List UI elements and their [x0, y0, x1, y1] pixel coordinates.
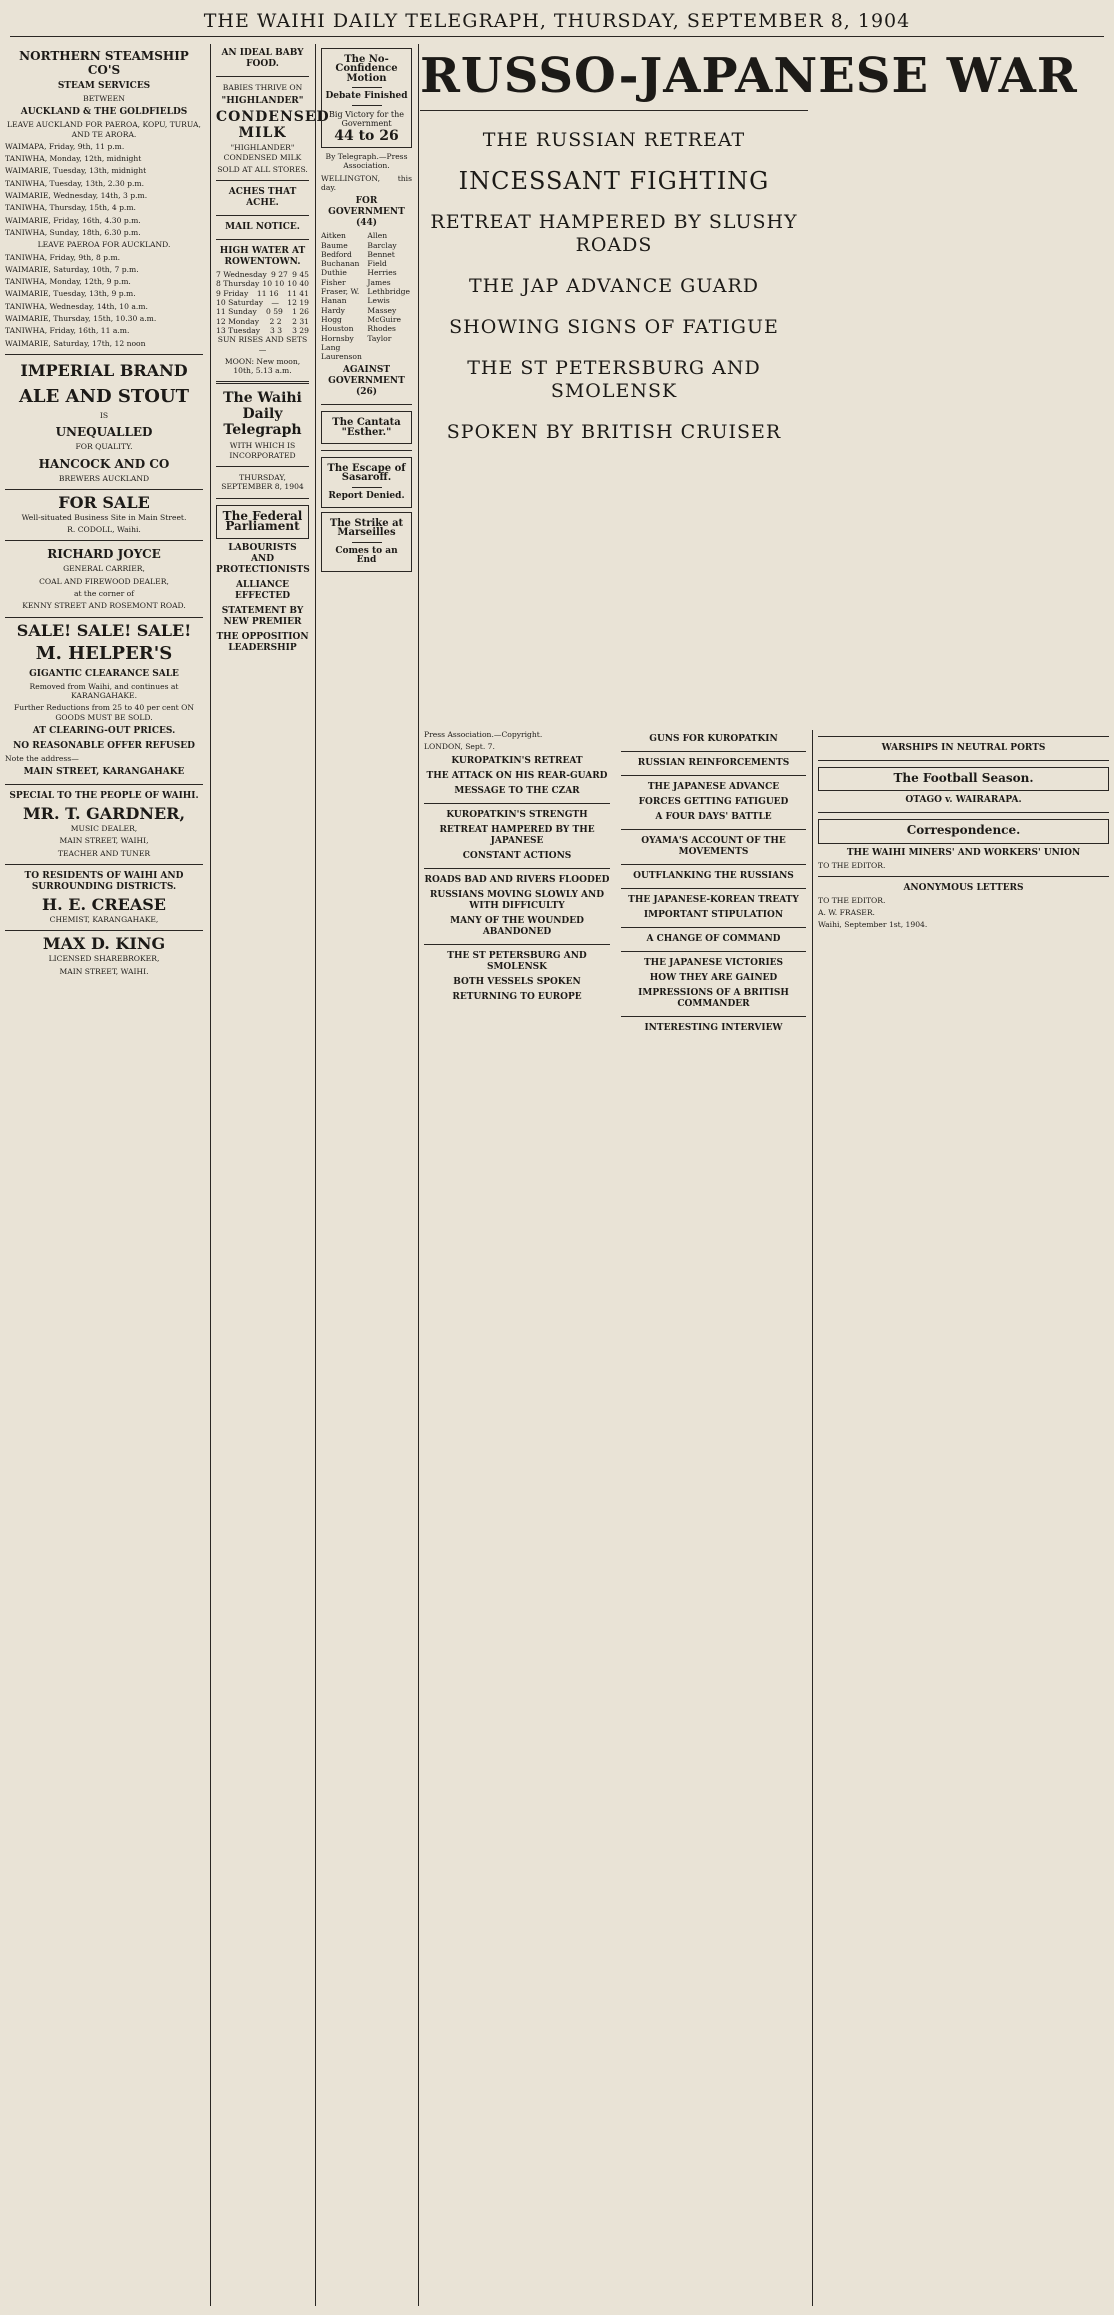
tide-row: 8 Thursday 10 10 10 40 [216, 279, 309, 289]
premier-heading: STATEMENT BY NEW PREMIER [221, 606, 304, 628]
labourists-heading: LABOURISTS AND PROTECTIONISTS [216, 543, 310, 576]
brewers: BREWERS AUCKLAND [58, 473, 150, 483]
signature: A. W. FRASER. [818, 908, 875, 918]
war-continued-text [818, 44, 1109, 730]
divider [424, 944, 610, 945]
divider [818, 876, 1109, 877]
roads-bad: ROADS BAD AND RIVERS FLOODED [424, 874, 610, 885]
clearance: GIGANTIC CLEARANCE SALE [29, 668, 179, 679]
helpers: M. HELPER'S [35, 642, 173, 664]
banner-headline: RUSSO-JAPANESE WAR [420, 48, 1078, 104]
main-street-2: MAIN STREET, WAIHI. [59, 966, 149, 976]
tide-row: 10 Saturday — 12 19 [216, 298, 309, 308]
divider [621, 751, 806, 752]
attack-rearguard: THE ATTACK ON HIS REAR-GUARD [426, 770, 608, 781]
forces-fatigued: FORCES GETTING FATIGUED [638, 797, 789, 807]
music-dealer: MUSIC DEALER, [70, 824, 138, 834]
headline-st-petersburg: THE ST PETERSBURG AND SMOLENSK [467, 357, 761, 402]
divider [216, 180, 309, 181]
divider [621, 927, 806, 928]
sailing-entry: TANIWHA, Wednesday, 14th, 10 a.m. [5, 301, 148, 311]
st-petersburg-smolensk: THE ST PETERSBURG AND SMOLENSK [447, 950, 587, 972]
correspondence-heading: Correspondence. [818, 819, 1109, 843]
headline-russian-retreat: THE RUSSIAN RETREAT [482, 129, 746, 151]
divider [5, 540, 203, 541]
sharebroker: LICENSED SHAREBROKER, [48, 954, 160, 964]
kuropatkins-strength: KUROPATKIN'S STRENGTH [446, 809, 588, 820]
message-czar: MESSAGE TO THE CZAR [454, 785, 580, 796]
paper-title: The Waihi Daily Telegraph [223, 390, 302, 439]
leave-paeroa: LEAVE PAEROA FOR AUCKLAND. [37, 240, 171, 250]
how-gained: HOW THEY ARE GAINED [649, 973, 778, 983]
sailing-entry: TANIWHA, Friday, 9th, 8 p.m. [5, 252, 121, 262]
reductions: Further Reductions from 25 to 40 per cent ON GOODS MUST BE SOLD. [14, 703, 194, 722]
leave-auckland: LEAVE AUCKLAND FOR PAEROA, KOPU, TURUA, AND TE ARORA. [7, 120, 201, 139]
gardner: MR. T. GARDNER, [22, 804, 186, 824]
interesting-interview: INTERESTING INTERVIEW [644, 1023, 783, 1033]
london-dateline: LONDON, Sept. 7. [424, 742, 495, 752]
federal-parliament-heading: The Federal Parliament [216, 505, 309, 540]
divider [321, 450, 412, 451]
to-editor: TO THE EDITOR. [818, 895, 886, 905]
is-text: IS [99, 410, 109, 420]
outflanking: OUTFLANKING THE RUSSIANS [633, 871, 794, 881]
king: MAX D. KING [42, 934, 166, 954]
aches-heading: ACHES THAT ACHE. [228, 187, 297, 209]
sale-text: Well-situated Business Site in Main Street. [21, 512, 187, 522]
sailing-entry: TANIWHA, Friday, 16th, 11 a.m. [5, 326, 130, 336]
divider [818, 736, 1109, 737]
divider [621, 829, 806, 830]
tide-row: 12 Monday 2 2 2 31 [216, 316, 309, 326]
sailing-entry: WAIMARIE, Tuesday, 13th, 9 p.m. [5, 289, 136, 299]
divider [5, 930, 203, 931]
tide-row: 13 Tuesday 3 3 3 29 [216, 325, 309, 335]
corner-text: at the corner of [73, 589, 135, 599]
sailing-entry: TANIWHA, Thursday, 15th, 4 p.m. [5, 203, 136, 213]
divider [424, 868, 610, 869]
press-credit: Press Association.—Copyright. [424, 730, 543, 739]
babies-thrive: BABIES THRIVE ON [222, 83, 303, 92]
kuropatkins-retreat: KUROPATKIN'S RETREAT [451, 755, 583, 766]
miners-union: THE WAIHI MINERS' AND WORKERS' UNION [846, 847, 1081, 858]
returning-europe: RETURNING TO EUROPE [452, 991, 582, 1002]
alliance-heading: ALLIANCE EFFECTED [234, 580, 291, 602]
football-heading: The Football Season. [818, 767, 1109, 791]
sailing-entry: WAIMARIE, Friday, 16th, 4.30 p.m. [5, 215, 141, 225]
residents-heading: TO RESIDENTS OF WAIHI AND SURROUNDING DISTRICTS. [24, 870, 184, 892]
ale-stout: ALE AND STOUT [18, 385, 190, 407]
divider [5, 489, 203, 490]
headline-retreat-hampered: RETREAT HAMPERED BY SLUSHY ROADS [430, 211, 798, 256]
cost-prices: AT CLEARING-OUT PRICES. [32, 725, 176, 736]
column-3 [316, 44, 417, 2306]
teacher: TEACHER AND TUNER [57, 848, 151, 858]
imperial-brand: IMPERIAL BRAND [20, 360, 188, 380]
note-address: Note the address— [5, 753, 79, 763]
sasaroff-heading: The Escape of Sasaroff. Report Denied. [321, 457, 412, 508]
korean-treaty: THE JAPANESE-KOREAN TREATY [628, 895, 799, 905]
divider [216, 76, 309, 77]
column-2 [211, 44, 330, 2306]
divider [621, 888, 806, 889]
for-government-heading: FOR GOVERNMENT (44) [328, 196, 405, 229]
joyce-name: RICHARD JOYCE [47, 547, 161, 562]
hancock: HANCOCK AND CO [38, 456, 170, 471]
cantata-heading: The Cantata "Esther." [321, 411, 412, 444]
divider [621, 864, 806, 865]
japanese-victories: THE JAPANESE VICTORIES [643, 958, 784, 968]
war-headline-block [420, 44, 1078, 724]
opposition-heading: THE OPPOSITION LEADERSHIP [216, 632, 309, 654]
sailing-entry: WAIMAPA, Friday, 9th, 11 p.m. [5, 141, 125, 151]
highlander-milk: "HIGHLANDER" CONDENSED MILK [223, 143, 302, 162]
headline-british-cruiser: SPOKEN BY BRITISH CRUISER [446, 421, 782, 443]
sailings-list-paeroa [5, 253, 203, 348]
divider [216, 239, 309, 240]
unequalled: UNEQUALLED [55, 425, 153, 440]
guns-kuropatkin: GUNS FOR KUROPATKIN [649, 734, 778, 744]
sailing-entry: TANIWHA, Sunday, 18th, 6.30 p.m. [5, 227, 141, 237]
for-sale: FOR SALE [58, 492, 150, 512]
signature-date: Waihi, September 1st, 1904. [818, 920, 928, 930]
russians-moving: RUSSIANS MOVING SLOWLY AND WITH DIFFICULTY [429, 889, 605, 911]
tide-row: 7 Wednesday 9 27 9 45 [216, 270, 309, 280]
sailing-entry: WAIMARIE, Wednesday, 14th, 3 p.m. [5, 191, 148, 201]
sailings-list-auckland [5, 142, 203, 237]
sale-contact: R. CODOLL, Waihi. [67, 525, 141, 535]
masthead-rule [10, 36, 1104, 37]
no-confidence-heading: The No-Confidence Motion Debate Finished Big Victory for the Government 44 to 26 [321, 48, 412, 148]
chemist: CHEMIST, KARANGAHAKE, [49, 914, 159, 924]
sailing-entry: TANIWHA, Monday, 12th, midnight [5, 154, 142, 164]
divider [216, 466, 309, 467]
column-1-advertisements [0, 44, 208, 2306]
no-reasonable: NO REASONABLE OFFER REFUSED [13, 740, 195, 751]
special-heading: SPECIAL TO THE PEOPLE OF WAIHI. [9, 791, 199, 802]
baby-food-heading: AN IDEAL BABY FOOD. [221, 48, 304, 69]
main-street-waihi: MAIN STREET, WAIHI, [59, 836, 149, 846]
both-vessels: BOTH VESSELS SPOKEN [453, 976, 581, 987]
otago-wairarapa: OTAGO v. WAIRARAPA. [905, 795, 1022, 806]
division-list: Aitken Baume Bedford Buchanan Duthie Fisher Fraser, W. Hanan Hardy Hogg Houston Hornsby Lang Laurenson Allen Barclay Bennet Field Herries James Lethbridge Lewis Massey McGuire Rhodes Taylor [321, 231, 411, 362]
sold-at-stores: SOLD AT ALL STORES. [217, 164, 308, 174]
marseilles-heading: The Strike at Marseilles Comes to an End [321, 512, 412, 572]
against-government-heading: AGAINST GOVERNMENT (26) [328, 365, 405, 398]
to-editor: TO THE EDITOR. [818, 860, 886, 870]
divider [818, 760, 1109, 761]
streets: KENNY STREET AND ROSEMONT ROAD. [22, 601, 186, 611]
divider [216, 381, 309, 384]
steamship-heading: NORTHERN STEAMSHIP CO'S [19, 49, 189, 77]
divider [818, 812, 1109, 813]
condensed-milk: CONDENSED MILK [216, 109, 330, 142]
war-column-2 [616, 730, 811, 2306]
divider [420, 110, 808, 111]
impressions: IMPRESSIONS OF A BRITISH COMMANDER [638, 988, 789, 1009]
four-days-battle: A FOUR DAYS' BATTLE [655, 812, 772, 822]
retreat-hampered: RETREAT HAMPERED BY THE JAPANESE [439, 824, 595, 846]
divider [621, 951, 806, 952]
divider [424, 803, 610, 804]
change-command: A CHANGE OF COMMAND [646, 934, 781, 944]
steam-services: STEAM SERVICES [57, 81, 151, 91]
oyamas-account: OYAMA'S ACCOUNT OF THE MOVEMENTS [641, 836, 786, 857]
war-column-1 [419, 730, 615, 2306]
main-street-karangahake: MAIN STREET, KARANGAHAKE [23, 767, 185, 778]
tide-table [216, 270, 309, 335]
route-heading: AUCKLAND & THE GOLDFIELDS [20, 107, 188, 118]
moon-phase: MOON: New moon, 10th, 5.13 a.m. [224, 356, 301, 376]
divider [216, 215, 309, 216]
sailing-entry: WAIMARIE, Saturday, 17th, 12 noon [5, 338, 146, 348]
sun-rises: SUN RISES AND SETS— [217, 335, 308, 354]
wounded-abandoned: MANY OF THE WOUNDED ABANDONED [450, 915, 584, 937]
tide-row: 9 Friday 11 16 11 41 [216, 288, 309, 298]
masthead-title: THE WAIHI DAILY TELEGRAPH, THURSDAY, SEPTEMBER 8, 1904 [203, 10, 911, 32]
between-text: BETWEEN [83, 94, 125, 103]
removed: Removed from Waihi, and continues at KARANGAHAKE. [29, 681, 179, 700]
quality: FOR QUALITY. [75, 442, 133, 452]
tide-row: 11 Sunday 0 59 1 26 [216, 307, 309, 317]
important-stipulation: IMPORTANT STIPULATION [643, 910, 784, 920]
sailing-entry: WAIMARIE, Thursday, 15th, 10.30 a.m. [5, 314, 157, 324]
divider [621, 1016, 806, 1017]
divider [5, 354, 203, 355]
telegraph-credit: By Telegraph.—Press Association. [325, 152, 408, 171]
warships-neutral: WARSHIPS IN NEUTRAL PORTS [881, 743, 1046, 753]
sale-sale: SALE! SALE! SALE! [16, 620, 192, 640]
highlander-quote: "HIGHLANDER" [221, 96, 304, 107]
anonymous-letters: ANONYMOUS LETTERS [903, 882, 1024, 893]
joyce-desc: GENERAL CARRIER, [63, 564, 145, 574]
japanese-advance: THE JAPANESE ADVANCE [647, 782, 780, 792]
constant-actions: CONSTANT ACTIONS [462, 850, 572, 861]
divider [216, 498, 309, 499]
with-which: WITH WHICH IS INCORPORATED [229, 441, 296, 460]
masthead [0, 0, 1114, 40]
issue-date: THURSDAY, SEPTEMBER 8, 1904 [221, 473, 304, 492]
sailing-entry: WAIMARIE, Tuesday, 13th, midnight [5, 166, 147, 176]
coal-dealer: COAL AND FIREWOOD DEALER, [39, 576, 169, 586]
column-right [813, 44, 1114, 2306]
divider [5, 617, 203, 618]
divider [621, 775, 806, 776]
sailing-entry: TANIWHA, Tuesday, 13th, 2.30 p.m. [5, 178, 145, 188]
headline-jap-advance: THE JAP ADVANCE GUARD [468, 275, 760, 297]
sailing-entry: TANIWHA, Monday, 12th, 9 p.m. [5, 277, 131, 287]
crease: H. E. CREASE [42, 894, 166, 914]
headline-incessant-fighting: INCESSANT FIGHTING [458, 167, 770, 195]
divider [5, 864, 203, 865]
wellington-dateline: WELLINGTON, this day. [321, 173, 412, 192]
sailing-entry: WAIMARIE, Saturday, 10th, 7 p.m. [5, 264, 139, 274]
divider [5, 784, 203, 785]
tide-heading: HIGH WATER AT ROWENTOWN. [219, 246, 306, 268]
headline-fatigue: SHOWING SIGNS OF FATIGUE [449, 316, 779, 338]
mail-notice: MAIL NOTICE. [225, 222, 300, 233]
russian-reinforcements: RUSSIAN REINFORCEMENTS [637, 758, 790, 768]
divider [321, 404, 412, 405]
